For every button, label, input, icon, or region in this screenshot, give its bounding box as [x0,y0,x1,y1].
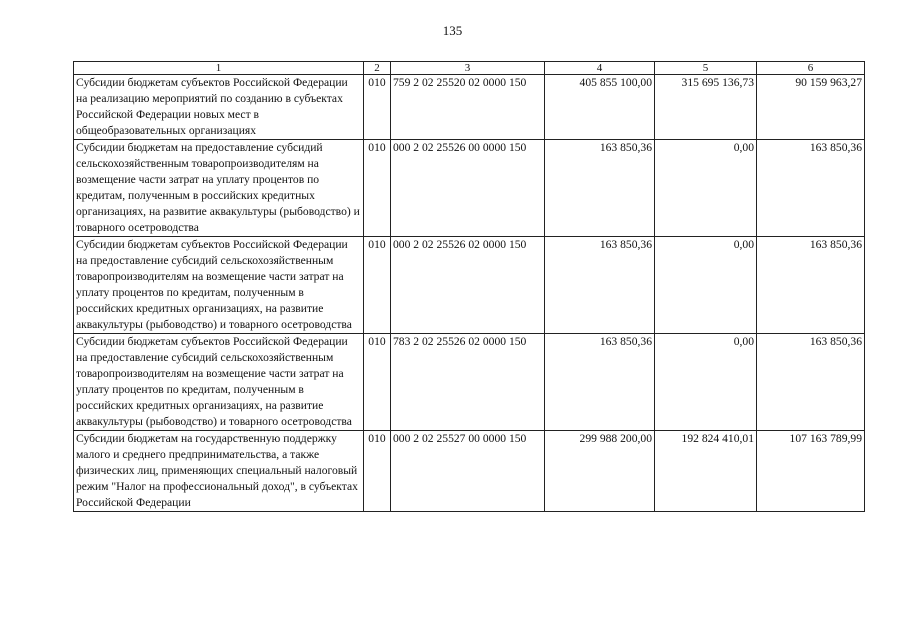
row-name: Субсидии бюджетам на предоставление субсидий сельскохозяйственным товаропроизводителям на возмещение части затрат на уплату процентов по кредитам, полученным в российских кредитных организациях, на развитие аквакультуры (рыбоводство) и товарного осетроводства [74,140,364,237]
row-kbk: 783 2 02 25526 02 0000 150 [391,334,545,431]
row-col5: 0,00 [655,237,757,334]
row-kbk: 000 2 02 25526 02 0000 150 [391,237,545,334]
row-kbk: 000 2 02 25526 00 0000 150 [391,140,545,237]
header-col-6: 6 [757,62,865,75]
row-code: 010 [364,75,391,140]
row-col6: 163 850,36 [757,334,865,431]
row-col6: 90 159 963,27 [757,75,865,140]
row-col4: 163 850,36 [545,334,655,431]
row-col5: 315 695 136,73 [655,75,757,140]
header-col-4: 4 [545,62,655,75]
row-name: Субсидии бюджетам субъектов Российской Федерации на реализацию мероприятий по созданию в субъектах Российской Федерации новых мест в общеобразовательных организациях [74,75,364,140]
row-col6: 107 163 789,99 [757,431,865,512]
row-col5: 0,00 [655,140,757,237]
row-name: Субсидии бюджетам на государственную поддержку малого и среднего предпринимательства, а также физических лиц, применяющих специальный налоговый режим "Налог на профессиональный доход", в субъектах Российской Федерации [74,431,364,512]
row-name: Субсидии бюджетам субъектов Российской Федерации на предоставление субсидий сельскохозяйственным товаропроизводителям на возмещение части затрат на уплату процентов по кредитам, полученным в российских кредитных организациях, на развитие аквакультуры (рыбоводство) и товарного осетроводства [74,237,364,334]
table-row [74,75,865,140]
header-row [74,62,865,75]
row-col6: 163 850,36 [757,237,865,334]
header-col-3: 3 [391,62,545,75]
row-kbk: 000 2 02 25527 00 0000 150 [391,431,545,512]
row-code: 010 [364,334,391,431]
table-row [74,334,865,431]
row-code: 010 [364,431,391,512]
header-col-2: 2 [364,62,391,75]
row-col4: 405 855 100,00 [545,75,655,140]
page-number: 135 [442,23,463,38]
row-code: 010 [364,237,391,334]
row-code: 010 [364,140,391,237]
row-col5: 0,00 [655,334,757,431]
row-col4: 163 850,36 [545,237,655,334]
row-col6: 163 850,36 [757,140,865,237]
row-col4: 299 988 200,00 [545,431,655,512]
table-row [74,237,865,334]
row-name: Субсидии бюджетам субъектов Российской Федерации на предоставление субсидий сельскохозяйственным товаропроизводителям на возмещение части затрат на уплату процентов по кредитам, полученным в российских кредитных организациях, на развитие аквакультуры (рыбоводство) и товарного осетроводства [74,334,364,431]
row-col4: 163 850,36 [545,140,655,237]
header-col-1: 1 [74,62,364,75]
header-col-5: 5 [655,62,757,75]
table-row [74,431,865,512]
row-col5: 192 824 410,01 [655,431,757,512]
budget-table [73,61,865,512]
table-row [74,140,865,237]
row-kbk: 759 2 02 25520 02 0000 150 [391,75,545,140]
